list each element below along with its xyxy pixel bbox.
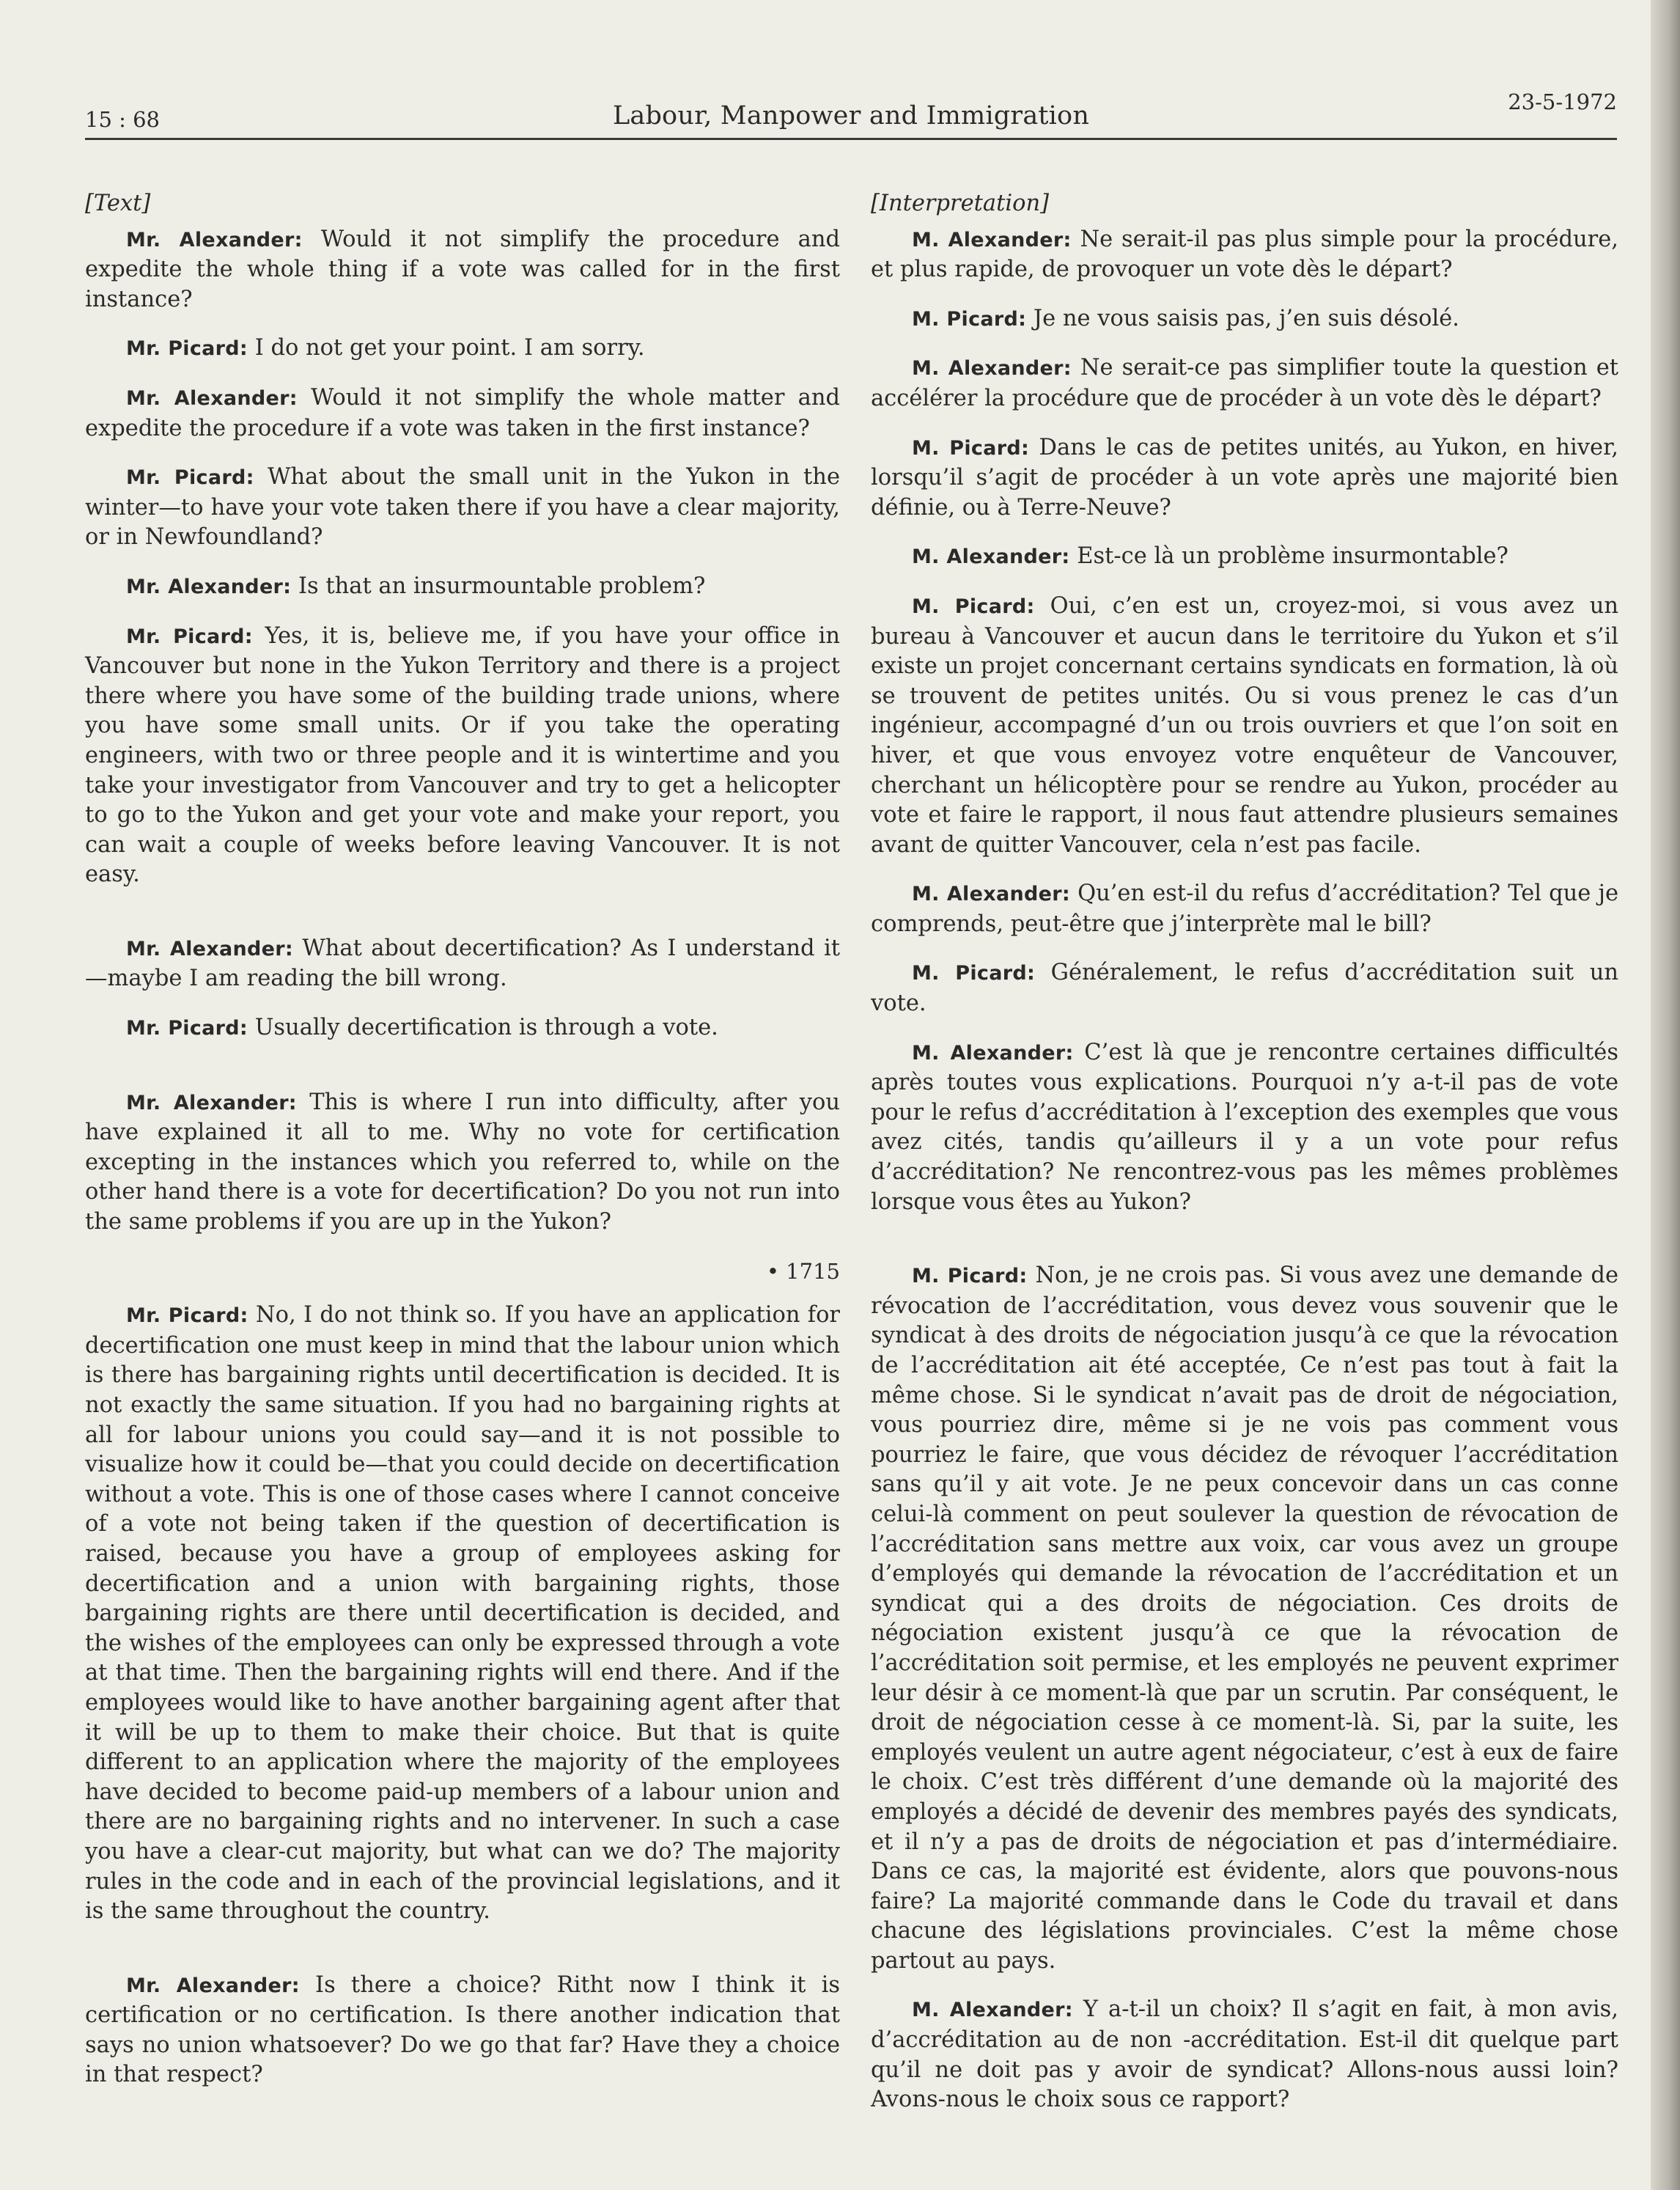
speaker-name: M. Picard: (912, 307, 1027, 331)
transcript-paragraph (85, 1088, 840, 1238)
transcript-paragraph (85, 1971, 840, 2090)
speaker-name: M. Picard: (912, 436, 1030, 460)
transcript-paragraph (871, 304, 1618, 335)
transcript-paragraph (85, 463, 840, 553)
speech-text: Généralement, le refus d’accréditation suit un vote. (871, 960, 1618, 1017)
speech-text: Usually decertification is through a vote. (248, 1015, 718, 1041)
english-column (85, 189, 840, 2109)
speech-text: This is where I run into difficulty, after you have explained it all to me. Why no vote for certification excepting in the instances which you referred to, while on the other hand there is a vote for decertification? Do you not run into the same problems if you are up in the Yukon? (85, 1089, 840, 1235)
transcript-paragraph (85, 1013, 840, 1044)
section-tag-text: [Text] (85, 191, 151, 216)
time-marker: • 1715 (766, 1258, 840, 1284)
speech-text: Oui, c’en est un, croyez-moi, si vous avez un bureau à Vancouver et aucun dans le territoire du Yukon et s’il existe un projet concernant certains syndicats en formation, là où se trouvent de petites unités. Ou si vous prenez le cas d’un ingénieur, accompagné d’un ou trois ouvriers et que l’on soit en hiver, et que vous envoyez votre enquêteur de Vancouver, cherchant un hélicoptère pour se rendre au Yukon, procéder au vote et faire le rapport, il nous faut attendre plusieurs semaines avant de quitter Vancouver, cela n’est pas facile. (871, 592, 1619, 858)
speaker-name: M. Alexander: (912, 357, 1072, 381)
speech-text: What about decertification? As I understand it—maybe I am reading the bill wrong. (85, 935, 840, 992)
spacer (85, 909, 840, 934)
speaker-name: M. Alexander: (912, 228, 1072, 251)
speech-text: Est-ce là un problème insurmontable? (1069, 543, 1508, 570)
speaker-name: M. Picard: (912, 595, 1035, 618)
speech-text: Is there a choice? Ritht now I think it is certification or no certification. Is there another indication that says no union whatsoever? Do we go that far? Have they a choice in that respect? (85, 1972, 840, 2088)
spacer (871, 1236, 1618, 1261)
transcript-paragraph (871, 1261, 1618, 1976)
speaker-name: Mr. Alexander: (126, 228, 303, 251)
speaker-name: M. Alexander: (912, 1999, 1073, 2022)
speaker-name: Mr. Picard: (126, 337, 248, 361)
speaker-name: Mr. Picard: (126, 1304, 248, 1328)
transcript-paragraph (85, 383, 840, 444)
speaker-name: Mr. Alexander: (126, 386, 298, 410)
speech-text: Would it not simplify the procedure and expedite the whole thing if a vote was called for in the first instance? (85, 226, 841, 312)
speaker-name: Mr. Picard: (126, 1017, 248, 1040)
page-number: 15 : 68 (85, 107, 161, 132)
transcript-paragraph (871, 353, 1618, 414)
speaker-name: Mr. Alexander: (126, 937, 293, 960)
transcript-paragraph (85, 934, 840, 994)
speech-text: I do not get your point. I am sorry. (248, 335, 645, 361)
speaker-name: M. Picard: (912, 962, 1036, 985)
spacer (85, 1063, 840, 1088)
speech-text: Would it not simplify the whole matter and expedite the procedure if a vote was taken in the first instance? (85, 384, 841, 441)
section-tag-interpretation: [Interpretation] (871, 191, 1049, 216)
transcript-paragraph (85, 1301, 840, 1926)
committee-title: Labour, Manpower and Immigration (612, 101, 1090, 131)
transcript-paragraph (871, 542, 1618, 573)
speaker-name: Mr. Picard: (126, 466, 254, 490)
speech-text: Ne serait-il pas plus simple pour la procédure, et plus rapide, de provoquer un vote dès le départ? (871, 226, 1619, 283)
speaker-name: M. Alexander: (912, 545, 1070, 569)
transcript-paragraph (871, 1038, 1618, 1218)
speech-text: Non, je ne crois pas. Si vous avez une demande de révocation de l’accréditation, vous devez vous souvenir que le syndicat à des droits de négociation jusqu’à ce que la révocation de l’accréditation ait été acceptée, Ce n’est pas tout à fait la même chose. Si le syndicat n’avait pas de droit de négociation, vous pourriez dire, même si je ne vois pas comment vous pourriez le faire, que vous décidez de révoquer l’accréditation sans qu’il y ait vote. Je ne peux concevoir dans un cas conne celui-là comment on peut soulever la question de révocation de l’accréditation sans mettre aux voix, car vous avez un groupe d’employés qui demande la révocation de l’accréditation et un syndicat qui a des droits de négociation. Ces droits de négociation existent jusqu’à ce que la révocation de l’accréditation soit permise, et les employés ne peuvent exprimer leur désir à ce moment-là que par un scrutin. Par conséquent, le droit de négociation cesse à ce moment-là. Si, par la suite, les employés veulent un autre agent négociateur, c’est à eux de faire le choix. C’est très différent d’une demande où la majorité des employés a décidé de devenir des membres payés des syndicats, et il n’y a pas de droits de négociation et pas d’intermédiaire. Dans ce cas, la majorité est évidente, alors que pouvons-nous faire? La majorité commande dans le Code du travail et dans chacune des législations provinciales. C’est la même chose partout au pays. (871, 1263, 1618, 1974)
french-column (871, 189, 1618, 2134)
speaker-name: M. Picard: (912, 1265, 1028, 1288)
speech-text: C’est là que je rencontre certaines difficultés après toutes vous explications. Pourquoi n’y a-t-il pas de vote pour le refus d’accréditation à l’exception des exemples que vous avez cités, tandis qu’ailleurs il y a un vote pour refus d’accréditation? Ne rencontrez-vous pas les mêmes problèmes lorsque vous êtes au Yukon? (871, 1039, 1618, 1215)
speech-text: What about the small unit in the Yukon in the winter—to have your vote taken there if you have a clear majority, or in Newfoundland? (85, 464, 840, 551)
transcript-paragraph (871, 592, 1618, 860)
transcript-paragraph (85, 225, 840, 315)
transcript-paragraph (871, 879, 1618, 939)
speaker-name: Mr. Alexander: (126, 1974, 300, 1997)
speech-text: Is that an insurmountable problem? (291, 573, 706, 599)
transcript-paragraph (85, 334, 840, 364)
speaker-name: Mr. Alexander: (126, 1091, 297, 1114)
transcript-paragraph (871, 225, 1618, 285)
speech-text: Qu’en est-il du refus d’accréditation? Tel que je comprends, peut-être que j’interprète mal le bill? (871, 881, 1618, 937)
transcript-paragraph (85, 622, 840, 890)
speaker-name: M. Alexander: (912, 1041, 1074, 1065)
speech-text: Ne serait-ce pas simplifier toute la question et accélérer la procédure que de procéder à un vote dès le départ? (871, 355, 1619, 411)
transcript-paragraph (871, 958, 1618, 1018)
transcript-paragraph (871, 1995, 1618, 2114)
speech-text: Yes, it is, believe me, if you have your office in Vancouver but none in the Yukon Territory and there is a project there where you have some of the building trade unions, where you have some small units. Or if you take the operating engineers, with two or three people and it is wintertime and you take your investigator from Vancouver and try to get a helicopter to go to the Yukon and get your vote and make your report, you can wait a couple of weeks before leaving Vancouver. It is not easy. (85, 622, 840, 888)
speech-text: Dans le cas de petites unités, au Yukon, en hiver, lorsqu’il s’agit de procéder à un vote après une majorité bien définie, ou à Terre-Neuve? (871, 434, 1618, 521)
spacer (85, 1946, 840, 1971)
speech-text: Y a-t-il un choix? Il s’agit en fait, à mon avis, d’accréditation au de non -accréditation. Est-il dit quelque part qu’il ne doit pas y avoir de syndicat? Allons-nous aussi loin? Avons-nous le choix sous ce rapport? (871, 1996, 1618, 2113)
transcript-paragraph (85, 572, 840, 603)
page-edge-shadow (1651, 0, 1680, 2190)
speech-text: Je ne vous saisis pas, j’en suis désolé. (1026, 305, 1459, 331)
speaker-name: Mr. Alexander: (126, 575, 292, 598)
transcript-paragraph (871, 433, 1618, 523)
speaker-name: Mr. Picard: (126, 625, 253, 648)
session-date: 23-5-1972 (1508, 89, 1617, 114)
speech-text: No, I do not think so. If you have an application for decertification one must keep in mind that the labour union which is there has bargaining rights until decertification is decided. It is not exactly the same situation. If you had no bargaining rights at all for labour unions you could say—and it is not possible to visualize how it could be—that you could decide on decertification without a vote. This is one of those cases where I cannot conceive of a vote not being taken if the question of decertification is raised, because you have a group of employees asking for decertification and a union with bargaining rights, those bargaining rights are there until decertification is decided, and the wishes of the employees can only be expressed through a vote at that time. Then the bargaining rights will end there. And if the employees would like to have another bargaining agent after that it will be up to them to make their choice. But that is quite different to an application where the majority of the employees have decided to become paid-up members of a labour union and there are no bargaining rights and no intervener. In such a case you have a clear-cut majority, but what can we do? The majority rules in the code and in each of the provincial legislations, and it is the same throughout the country. (85, 1302, 841, 1925)
page-header (85, 82, 1617, 140)
speaker-name: M. Alexander: (912, 883, 1070, 906)
